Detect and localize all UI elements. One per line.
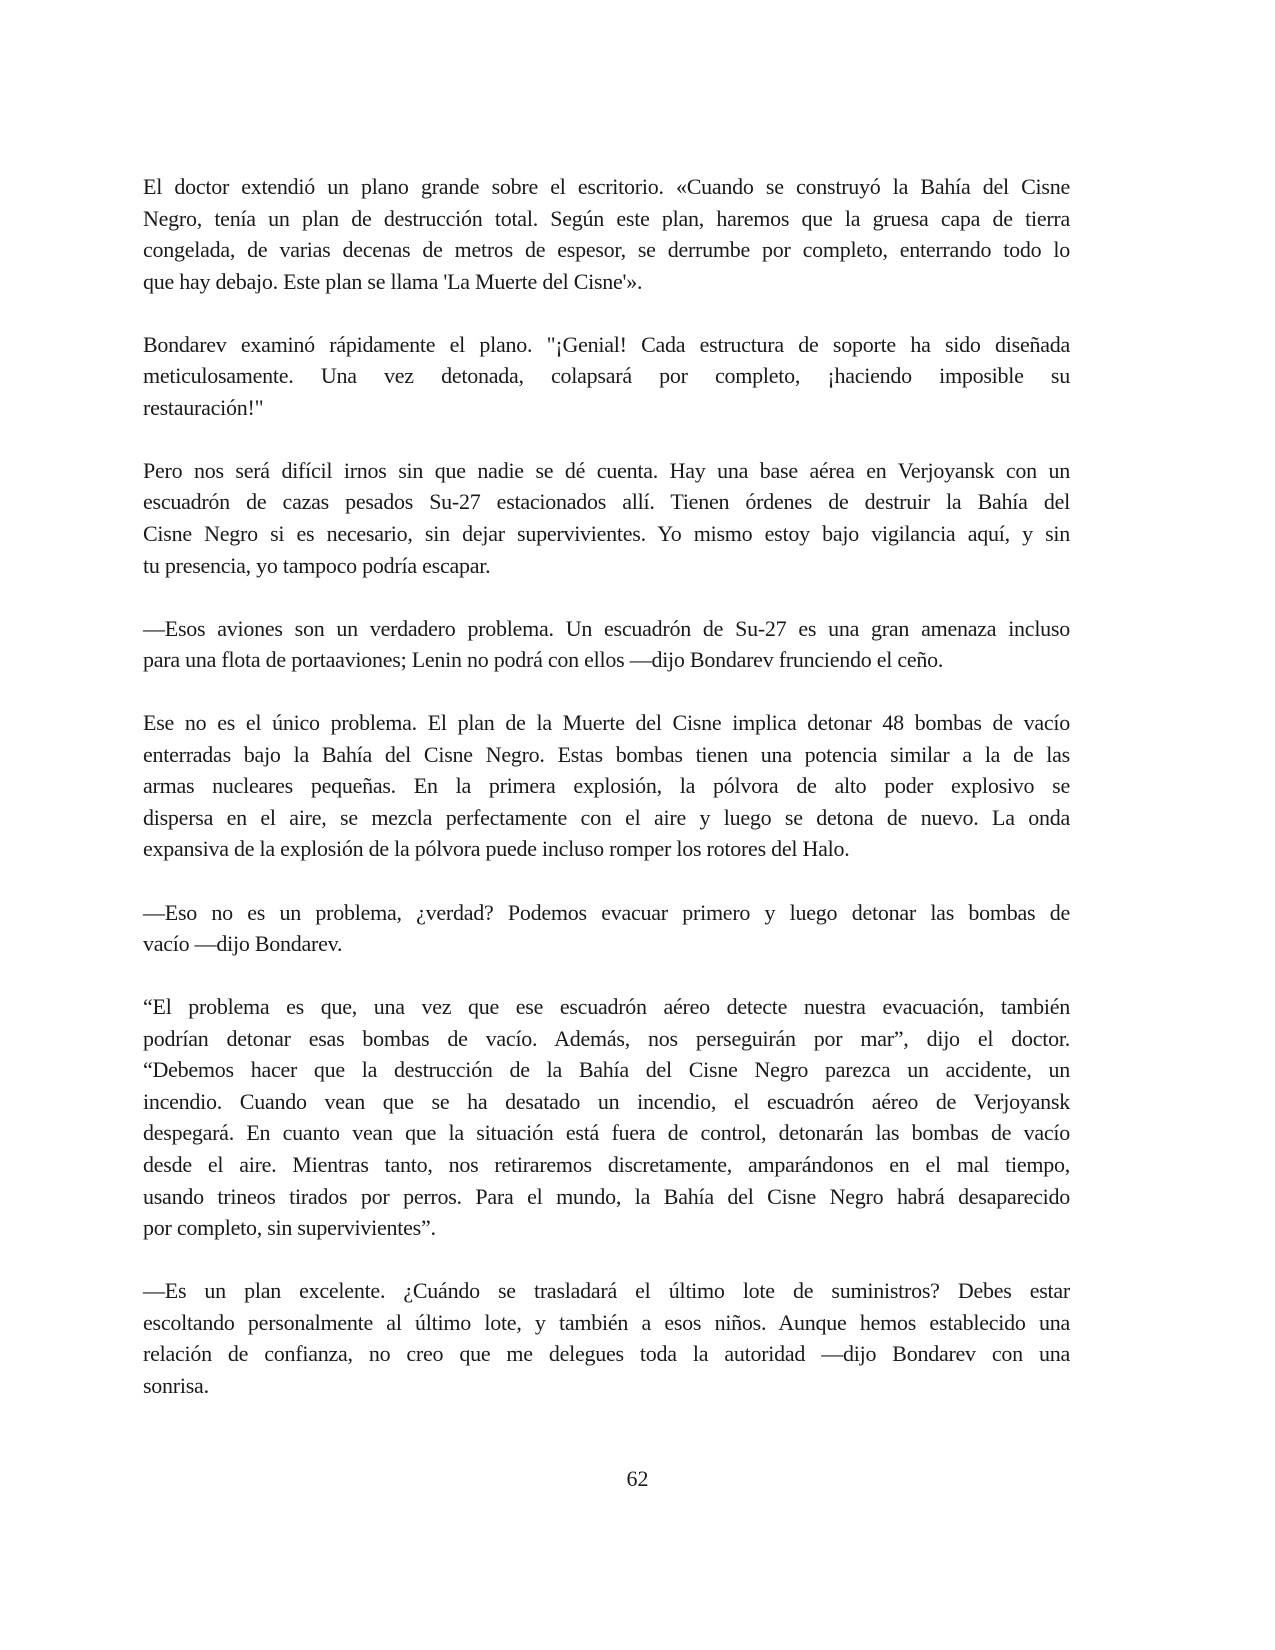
page-number: 62 — [626, 1466, 649, 1491]
text-line: vacío —dijo Bondarev. — [143, 931, 343, 957]
text-line: “Debemos hacer que la destrucción de la Bahía del Cisne Negro parezca un accidente, un — [143, 1057, 1070, 1083]
text-line: podrían detonar esas bombas de vacío. Además, nos perseguirán por mar”, dijo el doctor. — [143, 1025, 1070, 1051]
text-line: despegará. En cuanto vean que la situación está fuera de control, detonarán las bombas de vacío — [143, 1120, 1070, 1146]
text-line: expansiva de la explosión de la pólvora puede incluso romper los rotores del Halo. — [143, 836, 850, 862]
text-line: Pero nos será difícil irnos sin que nadie se dé cuenta. Hay una base aérea en Verjoyansk con un — [143, 457, 1070, 483]
paragraph — [143, 613, 1070, 676]
text-line: enterradas bajo la Bahía del Cisne Negro. Estas bombas tienen una potencia similar a la de las — [143, 741, 1070, 767]
paragraph — [143, 991, 1070, 1243]
paragraph — [143, 707, 1070, 865]
text-line: relación de confianza, no creo que me delegues toda la autoridad —dijo Bondarev con una — [143, 1341, 1070, 1367]
text-line: escuadrón de cazas pesados Su-27 estacionados allí. Tienen órdenes de destruir la Bahía del — [143, 489, 1070, 515]
text-line: Ese no es el único problema. El plan de la Muerte del Cisne implica detonar 48 bombas de vacío — [143, 710, 1070, 736]
text-line: —Es un plan excelente. ¿Cuándo se trasladará el último lote de suministros? Debes estar — [143, 1278, 1070, 1304]
text-line: Bondarev examinó rápidamente el plano. "¡Genial! Cada estructura de soporte ha sido diseñada — [143, 331, 1070, 357]
paragraph — [143, 455, 1070, 581]
text-line: meticulosamente. Una vez detonada, colapsará por completo, ¡haciendo imposible su — [143, 363, 1070, 389]
text-line: usando trineos tirados por perros. Para el mundo, la Bahía del Cisne Negro habrá desaparecido — [143, 1183, 1070, 1209]
text-line: desde el aire. Mientras tanto, nos retiraremos discretamente, amparándonos en el mal tiempo, — [143, 1151, 1070, 1177]
text-line: que hay debajo. Este plan se llama 'La Muerte del Cisne'». — [143, 268, 643, 294]
text-line: armas nucleares pequeñas. En la primera explosión, la pólvora de alto poder explosivo se — [143, 773, 1070, 799]
text-line: “El problema es que, una vez que ese escuadrón aéreo detecte nuestra evacuación, también — [143, 994, 1070, 1020]
text-line: congelada, de varias decenas de metros de espesor, se derrumbe por completo, enterrando todo lo — [143, 237, 1070, 263]
text-line: dispersa en el aire, se mezcla perfectamente con el aire y luego se detona de nuevo. La onda — [143, 804, 1070, 830]
body-text — [143, 171, 1070, 1433]
text-line: El doctor extendió un plano grande sobre el escritorio. «Cuando se construyó la Bahía del Cisne — [143, 174, 1070, 199]
text-line: para una flota de portaaviones; Lenin no podrá con ellos —dijo Bondarev frunciendo el ceño. — [143, 647, 944, 673]
text-line: escoltando personalmente al último lote, y también a esos niños. Aunque hemos establecido una — [143, 1309, 1070, 1335]
paragraph — [143, 897, 1070, 960]
text-line: incendio. Cuando vean que se ha desatado un incendio, el escuadrón aéreo de Verjoyansk — [143, 1088, 1070, 1114]
text-line: por completo, sin supervivientes”. — [143, 1215, 436, 1241]
text-line: Cisne Negro si es necesario, sin dejar supervivientes. Yo mismo estoy bajo vigilancia aquí, y sin — [143, 521, 1070, 547]
text-line: —Eso no es un problema, ¿verdad? Podemos evacuar primero y luego detonar las bombas de — [143, 899, 1070, 925]
paragraph — [143, 329, 1070, 424]
text-line: restauración!" — [143, 394, 264, 420]
text-line: sonrisa. — [143, 1372, 209, 1398]
paragraph — [143, 171, 1070, 297]
paragraph — [143, 1275, 1070, 1401]
text-line: —Esos aviones son un verdadero problema. Un escuadrón de Su-27 es una gran amenaza incluso — [143, 615, 1070, 641]
text-line: tu presencia, yo tampoco podría escapar. — [143, 552, 491, 578]
text-line: Negro, tenía un plan de destrucción total. Según este plan, haremos que la gruesa capa de tierra — [143, 205, 1070, 231]
